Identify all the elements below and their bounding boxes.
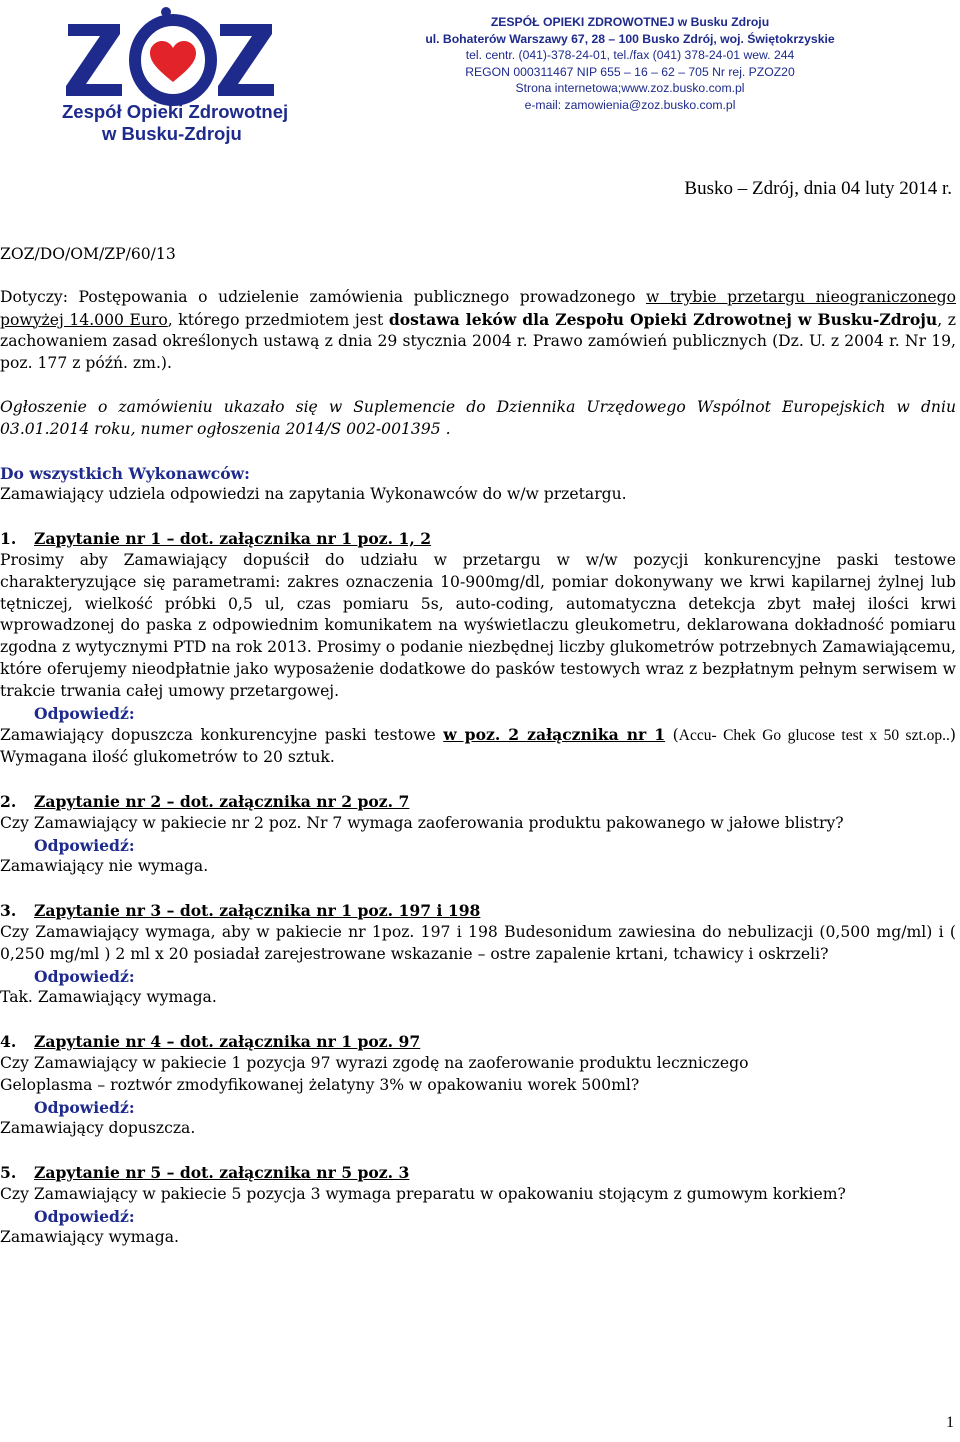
letterhead-info xyxy=(400,14,860,113)
question-5-title: 5. Zapytanie nr 5 – dot. załącznika nr 5 poz. 3 xyxy=(0,1163,410,1183)
answer-3-label: Odpowiedź: xyxy=(34,966,135,986)
subject-paragraph: Dotyczy: Postępowania o udzielenie zamówienia publicznego prowadzonego w trybie przetargu nieograniczonego powyżej 14.000 Euro, którego przedmiotem jest dostawa leków dla Zespołu Opieki Zdrowotnej w Busku-Zdroju, z zachowaniem zasad określonych ustawą z dnia 29 stycznia 2004 r. Prawo zamówień publicznych (Dz. U. z 2004 r. Nr 19, poz. 177 z późń. zm.). xyxy=(0,287,956,373)
question-3-text: Czy Zamawiający wymaga, aby w pakiecie nr 1poz. 197 i 198 Budesonidum zawiesina do nebulizacji (0,500 mg/ml) i ( 0,250 mg/ml ) 2 ml x 20 posiadał zarejestrowane wskazanie – ostre zapalenie krtani, tchawicy i oskrzeli? xyxy=(0,922,956,963)
question-2-text: Czy Zamawiający w pakiecie nr 2 poz. Nr 7 wymaga zaoferowania produktu pakowanego w jałowe blistry? xyxy=(0,813,844,832)
answer-1-label: Odpowiedź: xyxy=(34,703,135,723)
page-number: 1 xyxy=(946,1414,954,1431)
answer-5-label: Odpowiedź: xyxy=(34,1206,135,1226)
svg-text:Zespół Opieki Zdrowotnej: Zespół Opieki Zdrowotnej xyxy=(62,101,288,122)
zoz-logo-graphic xyxy=(58,6,288,146)
question-4-title: 4. Zapytanie nr 4 – dot. załącznika nr 1 poz. 97 xyxy=(0,1032,421,1052)
org-website[interactable]: Strona internetowa;www.zoz.busko.com.pl xyxy=(515,81,745,95)
org-phones: tel. centr. (041)-378-24-01, tel./fax (041) 378-24-01 wew. 244 xyxy=(465,48,795,62)
answer-2-text: Zamawiający nie wymaga. xyxy=(0,857,209,876)
question-1-text: Prosimy aby Zamawiający dopuścił do udziału w przetargu w w/w pozycji konkurencyjne paski testowe charakteryzujące się parametrami: zakres oznaczenia 10-900mg/dl, pomiar dokonywany we krwi kapilarnej żylnej lub tętniczej, wielkość próbki 0,5 ul, czas pomiaru 5s, auto-coding, automatyczna detekcja zbyt małej ilości krwi wprowadzonej do paska z odpowiednim komunikatem na wyświetlaczu gleukometru, deklarowana dokładność pomiaru zgodna z wytycznymi PTD na rok 2013. Prosimy o podanie niezbędnej liczby glukometrów potrzebnych Zamawiającemu, które oferujemy nieodpłatnie jako wyposażenie dodatkowe do pasków testowych wraz z bezpłatnym pełnym serwisem w trakcie trwania całej umowy przetargowej. xyxy=(0,550,956,700)
answer-2-label: Odpowiedź: xyxy=(34,835,135,855)
announcement-paragraph: Ogłoszenie o zamówieniu ukazało się w Suplemencie do Dziennika Urzędowego Wspólnot Europejskich w dniu 03.01.2014 roku, numer ogłoszenia 2014/S 002-001395 . xyxy=(0,397,956,438)
question-5-text: Czy Zamawiający w pakiecie 5 pozycja 3 wymaga preparatu w opakowaniu stojącym z gumowym korkiem? xyxy=(0,1184,846,1203)
answer-3-text: Tak. Zamawiający wymaga. xyxy=(0,988,217,1007)
answer-5-text: Zamawiający wymaga. xyxy=(0,1228,179,1247)
question-3-title: 3. Zapytanie nr 3 – dot. załącznika nr 1 poz. 197 i 198 xyxy=(0,901,481,921)
org-email[interactable]: e-mail: zamowienia@zoz.busko.com.pl xyxy=(524,97,736,112)
zoz-logo xyxy=(58,6,288,146)
answer-4-label: Odpowiedź: xyxy=(34,1097,135,1117)
document-date: Busko – Zdrój, dnia 04 luty 2014 r. xyxy=(684,178,952,199)
org-address: ul. Bohaterów Warszawy 67, 28 – 100 Busko Zdrój, woj. Świętokrzyskie xyxy=(425,31,835,46)
addressee-heading: Do wszystkich Wykonawców: xyxy=(0,463,250,483)
svg-text:w Busku-Zdroju: w Busku-Zdroju xyxy=(102,123,242,144)
org-name: ZESPÓŁ OPIEKI ZDROWOTNEJ w Busku Zdroju xyxy=(490,15,770,29)
answer-4-text: Zamawiający dopuszcza. xyxy=(0,1119,196,1138)
answer-1-text: Zamawiający dopuszcza konkurencyjne paski testowe w poz. 2 załącznika nr 1 (Accu- Chek Go glucose test x 50 szt.op..) Wymagana ilość glukometrów to 20 sztuk. xyxy=(0,725,956,767)
document-body xyxy=(0,244,956,1249)
org-regon: REGON 000311467 NIP 655 – 16 – 62 – 705 Nr rej. PZOZ20 xyxy=(465,64,795,79)
question-1-title: 1. Zapytanie nr 1 – dot. załącznika nr 1 poz. 1, 2 xyxy=(0,529,432,549)
question-4-text-line2: Geloplasma – roztwór zmodyfikowanej żelatyny 3% w opakowaniu worek 500ml? xyxy=(0,1075,640,1094)
question-2-title: 2. Zapytanie nr 2 – dot. załącznika nr 2 poz. 7 xyxy=(0,791,410,811)
addressee-line: Zamawiający udziela odpowiedzi na zapytania Wykonawców do w/w przetargu. xyxy=(0,485,627,504)
reference-number: ZOZ/DO/OM/ZP/60/13 xyxy=(0,245,176,263)
question-4-text-line1: Czy Zamawiający w pakiecie 1 pozycja 97 wyrazi zgodę na zaoferowanie produktu leczniczego xyxy=(0,1053,749,1072)
